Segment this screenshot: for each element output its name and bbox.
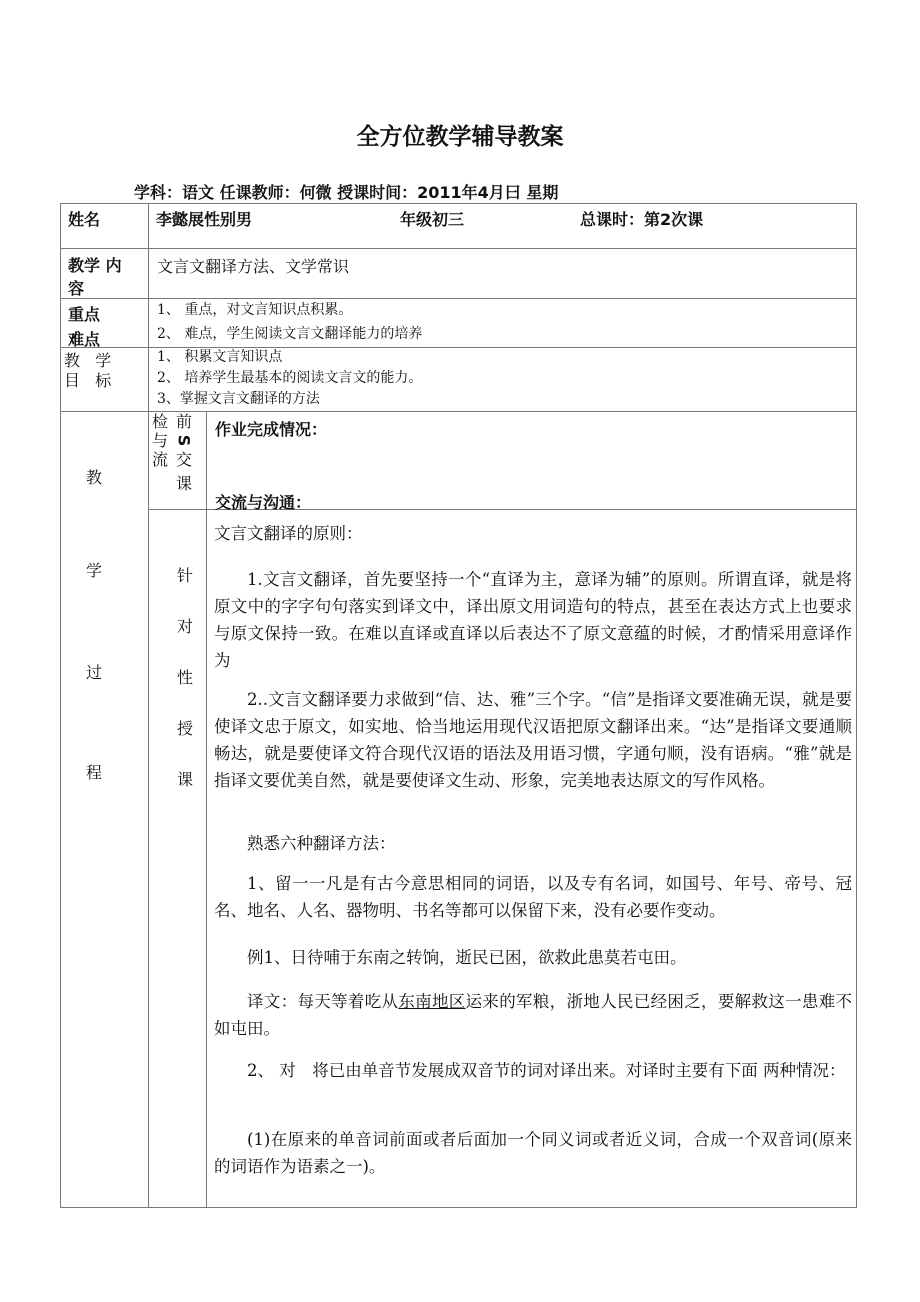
label-char: 前 — [175, 412, 192, 431]
paragraph-methods-heading: 熟悉六种翻译方法： — [247, 834, 396, 853]
underlined-text: 东南地区 — [398, 992, 466, 1011]
goal-label-1: 教 学 — [64, 351, 112, 370]
pre-class-label-col2 — [175, 412, 193, 493]
label-char: S — [174, 434, 194, 447]
translation-text: 运来的军粮，浙地人民已经困乏，要解救这一患难不如屯田。 — [214, 992, 853, 1038]
student-info: 李懿展性别男 — [156, 210, 253, 229]
process-label-char: 程 — [86, 763, 103, 782]
key-points-list — [157, 298, 422, 346]
goal-item: 3、掌握文言文翻译的方法 — [157, 391, 320, 407]
targeted-label-char: 课 — [177, 770, 194, 789]
name-label: 姓名 — [68, 210, 101, 229]
paragraph-method-2-case-1: (1)在原来的单音词前面或者后面加一个同义词或者近义词，合成一个双音词(原来的词语作为语素之一)。 — [214, 1130, 852, 1176]
grade-info: 年级初三 — [400, 210, 465, 229]
label-char: 检 — [152, 412, 169, 431]
targeted-label-char: 对 — [177, 617, 194, 636]
goals-list — [157, 347, 422, 410]
paragraph-example-1: 例1、日待哺于东南之转饷，逝民已困，欲救此患莫若屯田。 — [247, 948, 687, 967]
paragraph-method-1: 1、留一一凡是有古今意思相同的词语，以及专有名词，如国号、年号、帝号、冠名、地名、人名、器物明、书名等都可以保留下来，没有必要作变动。 — [214, 874, 852, 920]
key-point: 1、 重点，对文言知识点积累。 — [157, 302, 353, 318]
goal-item: 2、 培养学生最基本的阅读文言文的能力。 — [157, 370, 423, 386]
communication-label: 交流与沟通： — [215, 493, 312, 512]
label-char: 交 — [175, 450, 192, 469]
label-char: 课 — [175, 474, 192, 493]
content-label-2: 容 — [68, 279, 85, 298]
page-title: 全方位教学辅导教案 — [356, 124, 564, 150]
content-value: 文言文翻译方法、文学常识 — [157, 257, 350, 276]
paragraph-principle-1: 1.文言文翻译，首先要坚持一个“直译为主，意译为辅”的原则。所谓直译，就是将原文中的字字句句落实到译文中，译出原文用词造句的特点，甚至在表达方式上也要求与原文保持一致。在难以直译或直译以后表达不了原文意蕴的时候，才酌情采用意译作为 — [214, 570, 852, 670]
process-label-char: 教 — [86, 468, 103, 487]
targeted-label-char: 授 — [177, 719, 194, 738]
content-label-1: 教学 内 — [68, 256, 122, 275]
pre-class-label-col1 — [152, 412, 168, 469]
subtitle-info: 学科：语文 任课教师：何微 授课时间：2011年4月曰 星期 — [134, 183, 559, 202]
targeted-label-char: 针 — [177, 566, 194, 585]
translation-text: 译文：每天等着吃从 — [247, 992, 399, 1011]
paragraph-principles-heading: 文言文翻译的原则： — [214, 524, 363, 543]
goal-label-2: 目 标 — [64, 371, 112, 390]
paragraph-translation-1 — [214, 988, 852, 1042]
paragraph-principle-2: 2..文言文翻译要力求做到“信、达、雅”三个字。“信”是指译文要准确无误，就是要使译文忠于原文，如实地、恰当地运用现代汉语把原文翻译出来。“达”是指译文要通顺畅达，就是要使译文符合现代汉语的语法及用语习惯，字通句顺，没有语病。“雅”就是指译文要优美自然，就是要使译文生动、形象，完美地表达原文的写作风格。 — [214, 690, 852, 790]
key-label-2: 难点 — [68, 330, 101, 349]
homework-label: 作业完成情况： — [215, 420, 328, 439]
label-char: 流 — [152, 450, 169, 469]
targeted-label-char: 性 — [177, 668, 194, 687]
process-label-char: 学 — [86, 561, 103, 580]
goal-item: 1、 积累文言知识点 — [157, 349, 283, 365]
key-label-1: 重点 — [68, 305, 101, 324]
process-label-char: 过 — [86, 663, 103, 682]
total-hours: 总课时：第2次课 — [580, 210, 704, 229]
paragraph-method-2: 2、 对 将已由单音节发展成双音节的词对译出来。对译时主要有下面 两种情况： — [247, 1061, 846, 1080]
key-point: 2、 难点，学生阅读文言文翻译能力的培养 — [157, 326, 423, 342]
label-char: 与 — [152, 431, 169, 450]
